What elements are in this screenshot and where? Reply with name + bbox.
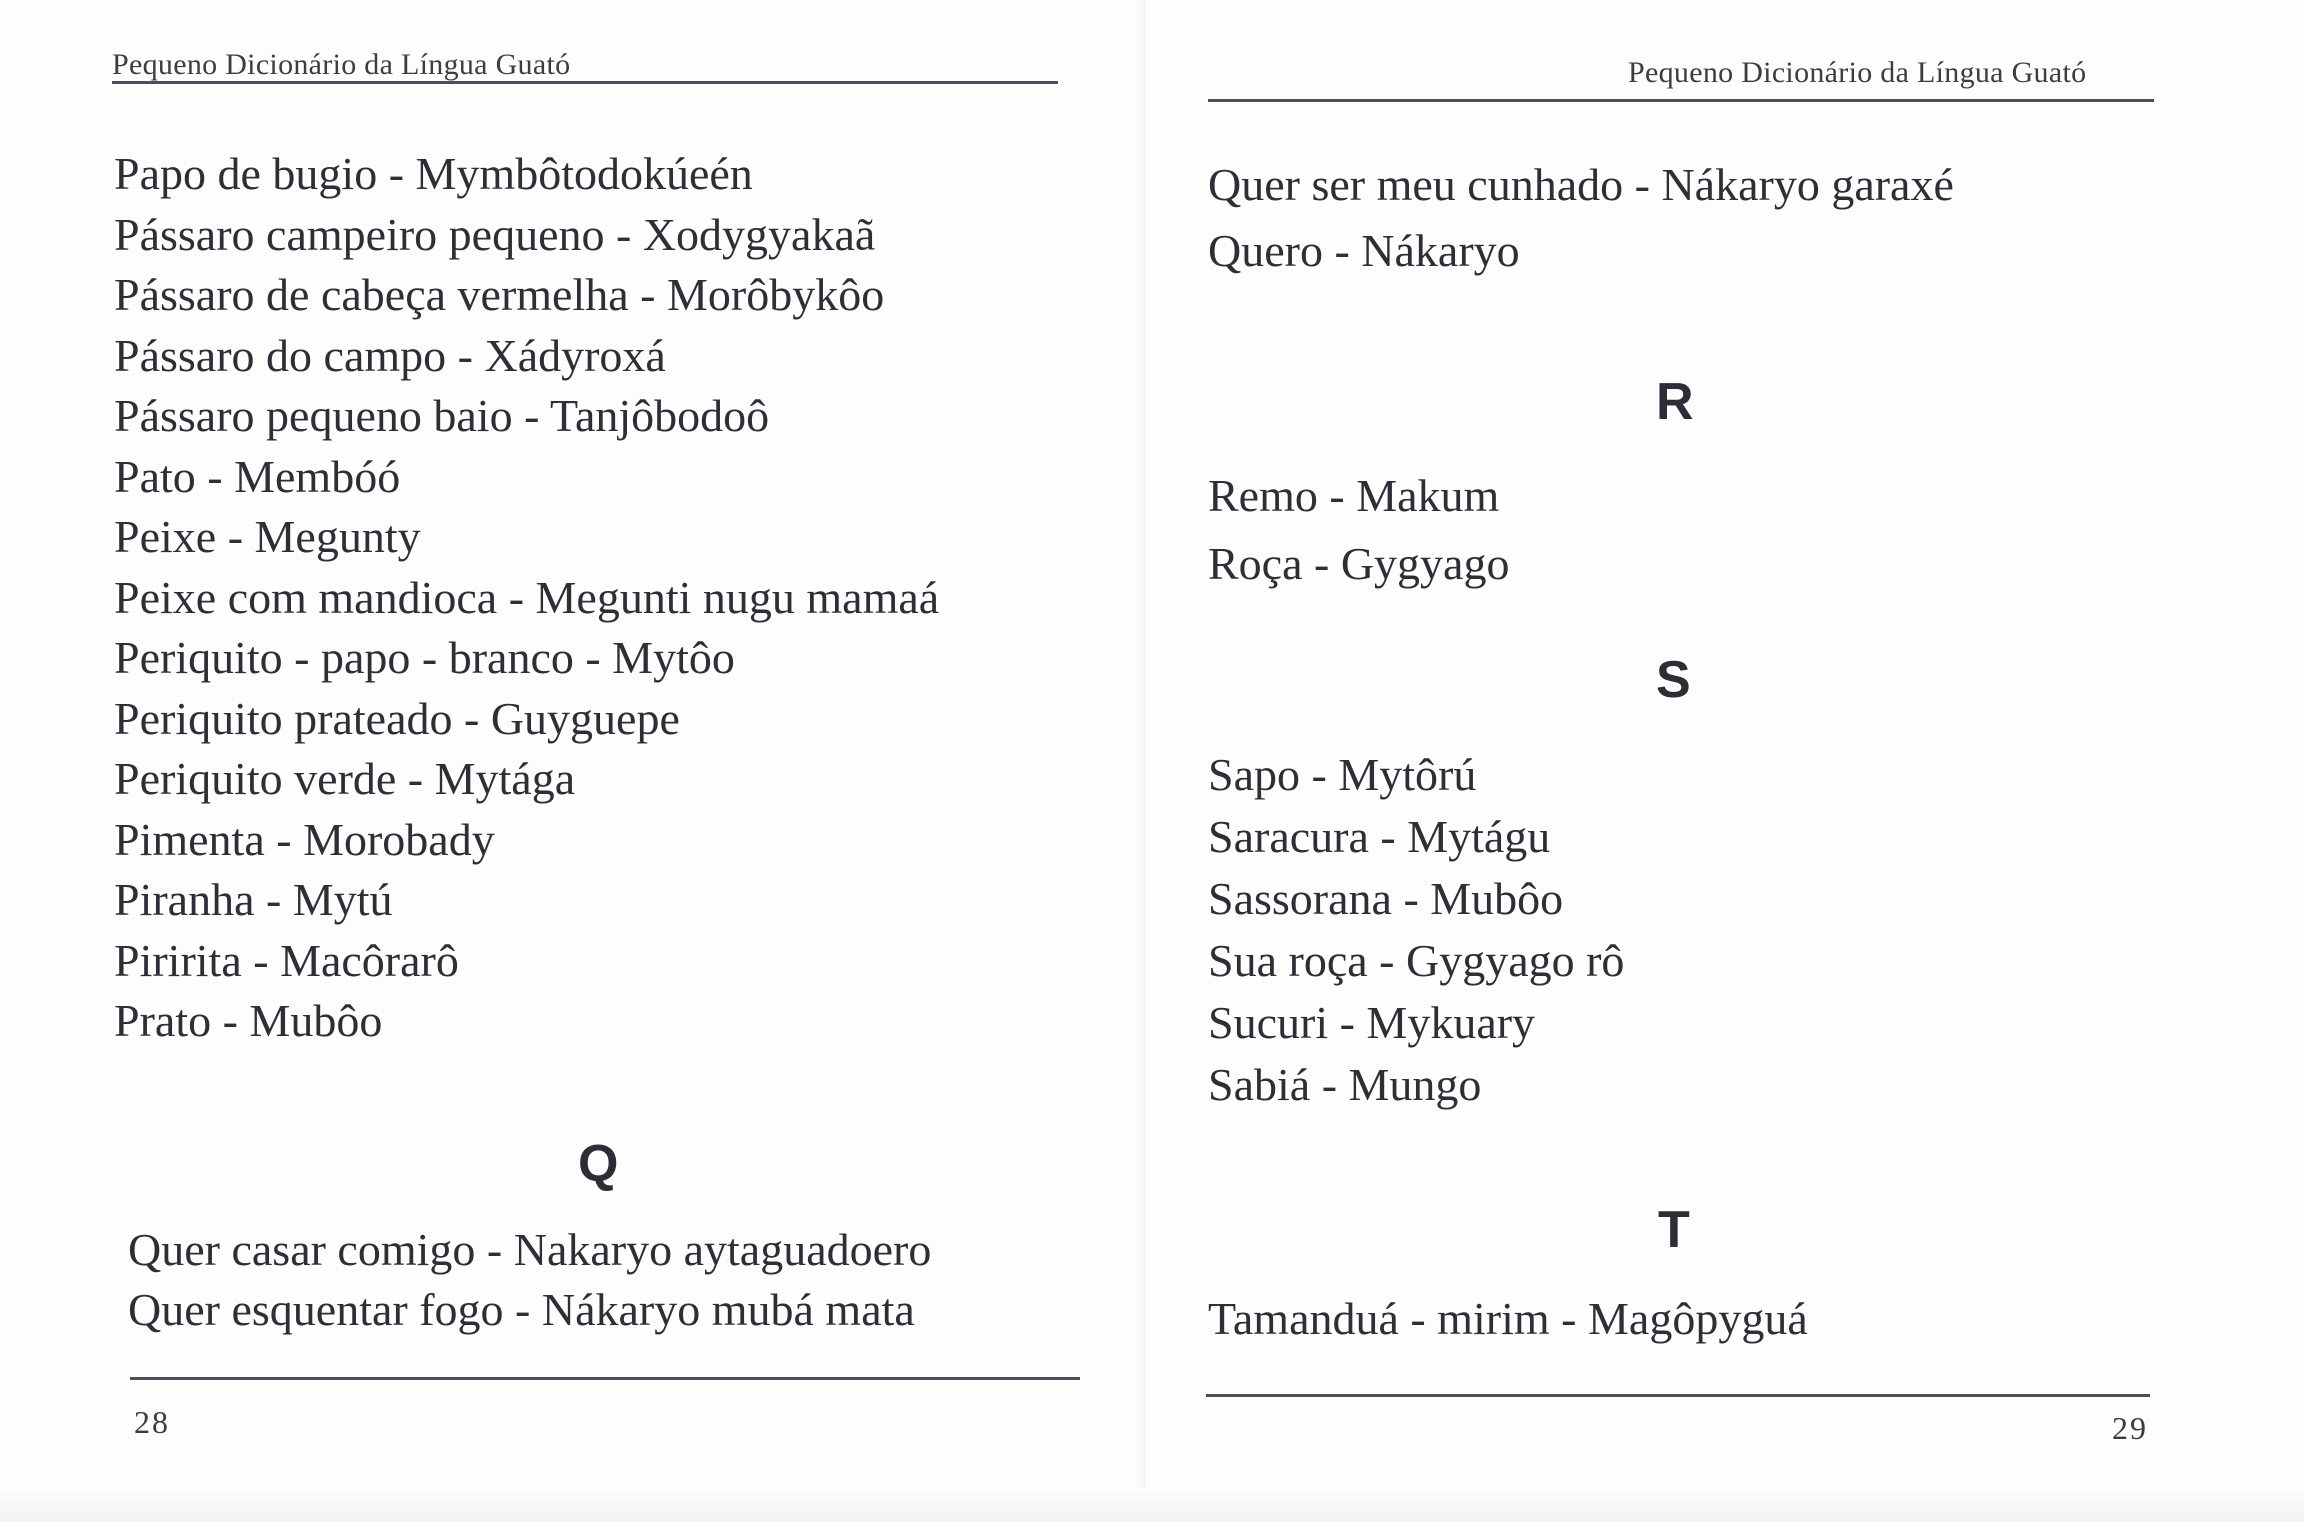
left-page bbox=[0, 0, 1146, 1522]
left-footer-rule bbox=[130, 1377, 1080, 1380]
entry: Piririta - Macôrarô bbox=[114, 934, 459, 986]
right-header-rule bbox=[1208, 99, 2154, 102]
section-letter-s: S bbox=[1656, 651, 1691, 709]
right-entries-t bbox=[1208, 1288, 1808, 1350]
right-entries-s bbox=[1208, 744, 1624, 1116]
entry: Periquito verde - Mytága bbox=[114, 753, 576, 804]
page-bottom-shadow bbox=[0, 1488, 2304, 1522]
left-header-rule bbox=[112, 81, 1058, 84]
right-page bbox=[1146, 0, 2304, 1522]
entry: Saracura - Mytágu bbox=[1208, 811, 1551, 862]
entry: Tamanduá - mirim - Magôpyguá bbox=[1208, 1293, 1808, 1344]
entry: Sapo - Mytôrú bbox=[1208, 749, 1477, 800]
section-letter-q: Q bbox=[578, 1135, 619, 1193]
left-page-number: 28 bbox=[134, 1404, 170, 1440]
left-entries-p bbox=[114, 144, 939, 1052]
entry: Pássaro campeiro pequeno - Xodygyakaã bbox=[114, 208, 876, 260]
entry: Sucuri - Mykuary bbox=[1208, 997, 1536, 1048]
entry: Papo de bugio - Mymbôtodokúeén bbox=[114, 148, 753, 199]
entry: Periquito prateado - Guyguepe bbox=[114, 692, 680, 744]
entry: Quer ser meu cunhado - Nákaryo garaxé bbox=[1208, 159, 1954, 210]
left-header-title: Pequeno Dicionário da Língua Guató bbox=[112, 48, 571, 81]
entry: Pássaro do campo - Xádyroxá bbox=[114, 329, 666, 381]
right-entries-r bbox=[1208, 462, 1509, 598]
section-letter-r: R bbox=[1656, 373, 1694, 431]
entry: Sabiá - Mungo bbox=[1208, 1059, 1482, 1110]
right-header-title: Pequeno Dicionário da Língua Guató bbox=[1628, 56, 2087, 89]
entry: Peixe - Megunty bbox=[114, 511, 421, 562]
entry: Sua roça - Gygyago rô bbox=[1208, 935, 1625, 986]
entry: Quero - Nákaryo bbox=[1208, 225, 1520, 276]
entry: Remo - Makum bbox=[1208, 470, 1500, 521]
entry: Pimenta - Morobady bbox=[114, 813, 495, 865]
entry: Piranha - Mytú bbox=[114, 874, 393, 925]
right-page-number: 29 bbox=[2112, 1410, 2148, 1446]
right-footer-rule bbox=[1206, 1394, 2150, 1397]
entry: Sassorana - Mubôo bbox=[1208, 873, 1564, 924]
entry: Periquito - papo - branco - Mytôo bbox=[114, 632, 735, 683]
left-entries-q bbox=[128, 1220, 931, 1340]
entry: Peixe com mandioca - Megunti nugu mamaá bbox=[114, 571, 940, 623]
entry: Quer esquentar fogo - Nákaryo mubá mata bbox=[128, 1284, 915, 1335]
entry: Pássaro de cabeça vermelha - Morôbykôo bbox=[114, 269, 885, 320]
entry: Roça - Gygyago bbox=[1208, 538, 1510, 589]
entry: Pássaro pequeno baio - Tanjôbodoô bbox=[114, 390, 770, 441]
right-entries-q bbox=[1208, 152, 1954, 284]
entry: Quer casar comigo - Nakaryo aytaguadoero bbox=[128, 1224, 932, 1275]
entry: Prato - Mubôo bbox=[114, 995, 383, 1046]
entry: Pato - Membóó bbox=[114, 450, 401, 502]
section-letter-t: T bbox=[1658, 1201, 1690, 1259]
